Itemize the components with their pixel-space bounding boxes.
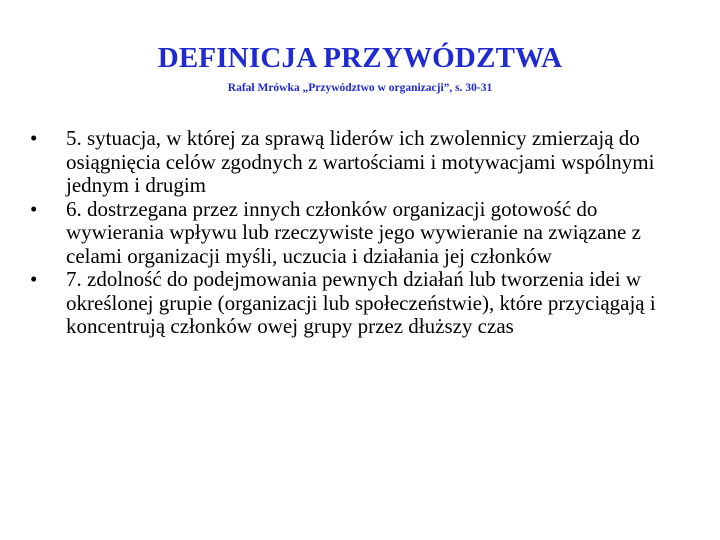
bullet-dot-icon: • bbox=[30, 267, 38, 291]
bullet-text: 7. zdolność do podejmowania pewnych działań lub tworzenia idei w określonej grupie (organizacji lub społeczeństwie), które przyciągają i koncentrują członków owej grupy przez dłuższy czas bbox=[66, 267, 656, 338]
bullet-dot-icon: • bbox=[30, 196, 38, 221]
bullet-item-6 bbox=[30, 198, 700, 269]
bullet-item-5 bbox=[30, 127, 700, 198]
bullet-item-7 bbox=[30, 268, 700, 339]
bullet-dot-icon: • bbox=[30, 126, 38, 150]
bullet-list bbox=[30, 127, 700, 339]
slide-subtitle: Rafał Mrówka „Przywództwo w organizacji”, s. 30-31 bbox=[227, 82, 493, 94]
bullet-text: 6. dostrzegana przez innych członków organizacji gotowość do wywierania wpływu lub rzeczywiste jego wywieranie na związane z celami organizacji myśli, uczucia i działania jej członków bbox=[66, 196, 641, 268]
bullet-text: 5. sytuacja, w której za sprawą liderów ich zwolennicy zmierzają do osiągnięcia celów zgodnych z wartościami i motywacjami wspólnymi jednym i drugim bbox=[66, 126, 655, 197]
slide-title: DEFINICJA PRZYWÓDZTWA bbox=[157, 42, 563, 74]
